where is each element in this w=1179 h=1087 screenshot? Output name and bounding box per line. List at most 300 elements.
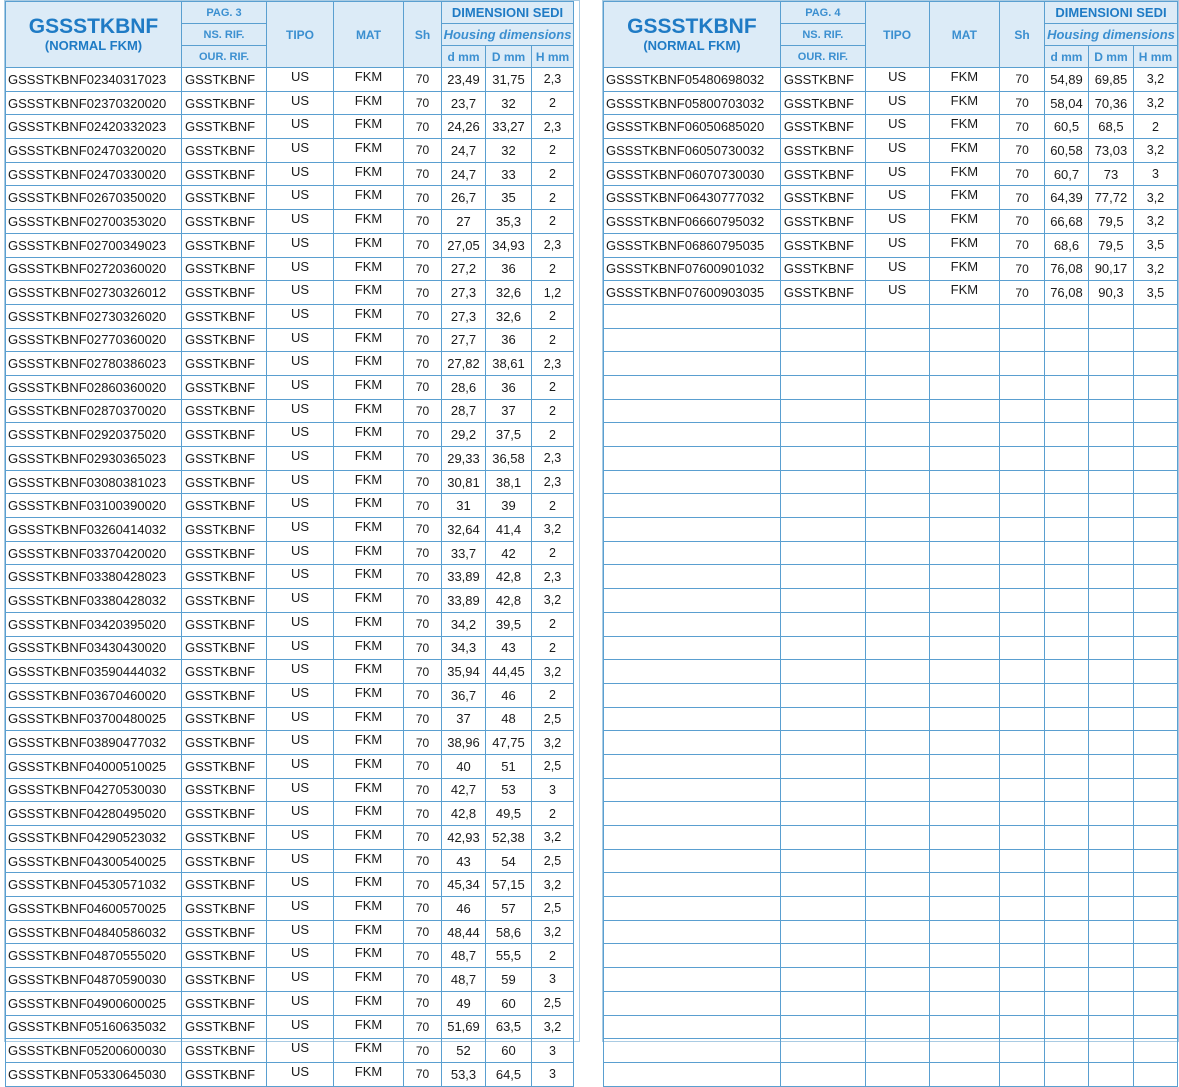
our-ref-cell: GSSTKBNF bbox=[780, 162, 865, 186]
d-mm-cell: 42,93 bbox=[442, 826, 486, 850]
table-row bbox=[604, 257, 1178, 281]
d-mm-cell: 31 bbox=[442, 494, 486, 518]
hardness-cell: 70 bbox=[404, 920, 442, 944]
material-cell: FKM bbox=[334, 612, 404, 636]
hardness-cell bbox=[1000, 447, 1045, 471]
product-code-cell: GSSSTKBNF04840586032 bbox=[6, 920, 182, 944]
D-mm-cell: 53 bbox=[486, 778, 532, 802]
product-code-cell bbox=[604, 660, 781, 684]
d-mm-cell: 29,2 bbox=[442, 423, 486, 447]
d-mm-cell: 46 bbox=[442, 897, 486, 921]
H-mm-cell: 3 bbox=[532, 1062, 574, 1086]
tipo-cell: US bbox=[267, 1062, 334, 1086]
table-body bbox=[604, 68, 1178, 1087]
d-mm-cell: 76,08 bbox=[1044, 257, 1088, 281]
hardness-cell: 70 bbox=[404, 849, 442, 873]
empty-table-row bbox=[604, 944, 1178, 968]
product-code-cell bbox=[604, 1039, 781, 1063]
hardness-cell bbox=[1000, 660, 1045, 684]
empty-table-row bbox=[604, 873, 1178, 897]
hardness-cell: 70 bbox=[1000, 281, 1045, 305]
tipo-cell bbox=[865, 352, 929, 376]
material-cell: FKM bbox=[334, 257, 404, 281]
our-ref-cell: GSSTKBNF bbox=[182, 375, 267, 399]
H-mm-cell: 3 bbox=[1133, 162, 1177, 186]
col-header-mat: MAT bbox=[334, 2, 404, 68]
D-mm-cell: 79,5 bbox=[1088, 210, 1133, 234]
D-mm-cell: 68,5 bbox=[1088, 115, 1133, 139]
hardness-cell: 70 bbox=[404, 139, 442, 163]
our-ref-cell: GSSTKBNF bbox=[182, 115, 267, 139]
d-mm-cell bbox=[1044, 1039, 1088, 1063]
tipo-cell bbox=[865, 944, 929, 968]
d-mm-cell bbox=[1044, 636, 1088, 660]
hardness-cell bbox=[1000, 873, 1045, 897]
D-mm-cell bbox=[1088, 849, 1133, 873]
tipo-cell: US bbox=[267, 968, 334, 992]
tipo-cell: US bbox=[267, 944, 334, 968]
H-mm-cell: 2,3 bbox=[532, 447, 574, 471]
d-mm-cell: 54,89 bbox=[1044, 68, 1088, 92]
D-mm-cell bbox=[1088, 589, 1133, 613]
our-ref-cell bbox=[780, 778, 865, 802]
product-code-cell bbox=[604, 754, 781, 778]
tipo-cell bbox=[865, 589, 929, 613]
H-mm-cell: 3,2 bbox=[1133, 210, 1177, 234]
product-code-cell: GSSSTKBNF03080381023 bbox=[6, 470, 182, 494]
our-ref-cell: GSSTKBNF bbox=[780, 186, 865, 210]
product-code-cell: GSSSTKBNF04280495020 bbox=[6, 802, 182, 826]
hardness-cell: 70 bbox=[404, 257, 442, 281]
product-code-cell: GSSSTKBNF03260414032 bbox=[6, 518, 182, 542]
D-mm-cell bbox=[1088, 494, 1133, 518]
hardness-cell: 70 bbox=[404, 91, 442, 115]
hardness-cell: 70 bbox=[404, 233, 442, 257]
material-cell: FKM bbox=[929, 139, 1000, 163]
tipo-cell: US bbox=[267, 636, 334, 660]
d-mm-cell: 36,7 bbox=[442, 683, 486, 707]
col-header-dimensioni-sedi: DIMENSIONI SEDI bbox=[1044, 2, 1177, 24]
H-mm-cell: 3,5 bbox=[1133, 281, 1177, 305]
hardness-cell bbox=[1000, 1015, 1045, 1039]
tipo-cell bbox=[865, 612, 929, 636]
product-code-cell: GSSSTKBNF05800703032 bbox=[604, 91, 781, 115]
H-mm-cell: 2 bbox=[532, 257, 574, 281]
D-mm-cell: 60 bbox=[486, 991, 532, 1015]
material-cell: FKM bbox=[334, 565, 404, 589]
product-code-cell: GSSSTKBNF05200600030 bbox=[6, 1039, 182, 1063]
product-code-cell: GSSSTKBNF05480698032 bbox=[604, 68, 781, 92]
D-mm-cell: 90,17 bbox=[1088, 257, 1133, 281]
product-code-cell: GSSSTKBNF03380428032 bbox=[6, 589, 182, 613]
our-ref-cell bbox=[780, 304, 865, 328]
our-ref-cell: GSSTKBNF bbox=[182, 920, 267, 944]
d-mm-cell bbox=[1044, 328, 1088, 352]
material-cell: FKM bbox=[929, 257, 1000, 281]
H-mm-cell: 2 bbox=[532, 683, 574, 707]
material-cell: FKM bbox=[334, 304, 404, 328]
d-mm-cell: 51,69 bbox=[442, 1015, 486, 1039]
H-mm-cell: 2 bbox=[532, 375, 574, 399]
product-code-cell: GSSSTKBNF02780386023 bbox=[6, 352, 182, 376]
tipo-cell bbox=[865, 423, 929, 447]
housing-dimensions-label: Housing dimensions bbox=[442, 24, 574, 46]
material-cell bbox=[929, 944, 1000, 968]
d-mm-cell: 23,49 bbox=[442, 68, 486, 92]
material-cell bbox=[929, 849, 1000, 873]
H-mm-cell: 3,2 bbox=[1133, 139, 1177, 163]
hardness-cell: 70 bbox=[404, 1015, 442, 1039]
hardness-cell bbox=[1000, 683, 1045, 707]
table-row bbox=[6, 1015, 574, 1039]
our-ref-cell: GSSTKBNF bbox=[182, 991, 267, 1015]
product-code-cell: GSSSTKBNF06050730032 bbox=[604, 139, 781, 163]
our-ref-cell bbox=[780, 897, 865, 921]
D-mm-cell bbox=[1088, 897, 1133, 921]
our-ref-cell bbox=[780, 754, 865, 778]
d-mm-cell bbox=[1044, 826, 1088, 850]
product-code-cell: GSSSTKBNF03430430020 bbox=[6, 636, 182, 660]
d-mm-cell bbox=[1044, 991, 1088, 1015]
hardness-cell: 70 bbox=[404, 826, 442, 850]
tipo-cell: US bbox=[267, 991, 334, 1015]
our-rif-label: OUR. RIF. bbox=[182, 46, 267, 68]
D-mm-cell: 34,93 bbox=[486, 233, 532, 257]
d-mm-cell: 28,7 bbox=[442, 399, 486, 423]
tipo-cell: US bbox=[267, 139, 334, 163]
material-cell bbox=[929, 470, 1000, 494]
empty-table-row bbox=[604, 352, 1178, 376]
tipo-cell: US bbox=[267, 423, 334, 447]
hardness-cell: 70 bbox=[1000, 186, 1045, 210]
hardness-cell: 70 bbox=[404, 210, 442, 234]
D-mm-cell: 58,6 bbox=[486, 920, 532, 944]
D-mm-cell: 36 bbox=[486, 328, 532, 352]
tipo-cell: US bbox=[267, 707, 334, 731]
our-ref-cell bbox=[780, 565, 865, 589]
our-ref-cell: GSSTKBNF bbox=[182, 707, 267, 731]
our-rif-label: OUR. RIF. bbox=[780, 46, 865, 68]
d-mm-cell: 27,7 bbox=[442, 328, 486, 352]
our-ref-cell bbox=[780, 423, 865, 447]
product-code-cell bbox=[604, 731, 781, 755]
H-mm-cell: 2,3 bbox=[532, 68, 574, 92]
hardness-cell: 70 bbox=[1000, 115, 1045, 139]
D-mm-cell: 32,6 bbox=[486, 281, 532, 305]
hardness-cell bbox=[1000, 968, 1045, 992]
d-mm-cell bbox=[1044, 541, 1088, 565]
our-ref-cell bbox=[780, 541, 865, 565]
D-mm-cell: 32 bbox=[486, 91, 532, 115]
d-mm-cell bbox=[1044, 304, 1088, 328]
hardness-cell bbox=[1000, 328, 1045, 352]
tipo-cell: US bbox=[267, 754, 334, 778]
our-ref-cell bbox=[780, 991, 865, 1015]
product-code-cell: GSSSTKBNF04290523032 bbox=[6, 826, 182, 850]
tipo-cell: US bbox=[865, 281, 929, 305]
D-mm-cell: 63,5 bbox=[486, 1015, 532, 1039]
H-mm-cell: 3,2 bbox=[532, 1015, 574, 1039]
product-code-cell bbox=[604, 612, 781, 636]
hardness-cell: 70 bbox=[404, 518, 442, 542]
H-mm-cell bbox=[1133, 920, 1177, 944]
hardness-cell: 70 bbox=[404, 352, 442, 376]
H-mm-cell: 2 bbox=[532, 944, 574, 968]
tipo-cell bbox=[865, 1062, 929, 1086]
D-mm-cell bbox=[1088, 944, 1133, 968]
D-mm-cell: 35 bbox=[486, 186, 532, 210]
col-header-d-mm: d mm bbox=[442, 46, 486, 68]
tipo-cell: US bbox=[267, 210, 334, 234]
H-mm-cell: 2 bbox=[532, 162, 574, 186]
our-ref-cell: GSSTKBNF bbox=[182, 873, 267, 897]
tipo-cell bbox=[865, 731, 929, 755]
material-cell bbox=[929, 1062, 1000, 1086]
product-code-cell: GSSSTKBNF06660795032 bbox=[604, 210, 781, 234]
our-ref-cell bbox=[780, 826, 865, 850]
D-mm-cell: 42,8 bbox=[486, 565, 532, 589]
product-code-cell: GSSSTKBNF02670350020 bbox=[6, 186, 182, 210]
col-header-dimensioni-sedi: DIMENSIONI SEDI bbox=[442, 2, 574, 24]
our-ref-cell: GSSTKBNF bbox=[780, 68, 865, 92]
H-mm-cell bbox=[1133, 731, 1177, 755]
col-header-D-mm: D mm bbox=[1088, 46, 1133, 68]
product-code-cell bbox=[604, 375, 781, 399]
our-ref-cell: GSSTKBNF bbox=[182, 68, 267, 92]
H-mm-cell bbox=[1133, 897, 1177, 921]
d-mm-cell: 37 bbox=[442, 707, 486, 731]
tipo-cell bbox=[865, 304, 929, 328]
D-mm-cell: 73,03 bbox=[1088, 139, 1133, 163]
hardness-cell: 70 bbox=[1000, 210, 1045, 234]
tipo-cell: US bbox=[865, 162, 929, 186]
product-code-cell: GSSSTKBNF02470330020 bbox=[6, 162, 182, 186]
table-row bbox=[6, 328, 574, 352]
table-row bbox=[6, 447, 574, 471]
material-cell: FKM bbox=[334, 991, 404, 1015]
our-ref-cell: GSSTKBNF bbox=[182, 162, 267, 186]
H-mm-cell: 3 bbox=[532, 1039, 574, 1063]
product-code-cell bbox=[604, 352, 781, 376]
H-mm-cell: 2 bbox=[532, 304, 574, 328]
ns-rif-label: NS. RIF. bbox=[182, 24, 267, 46]
our-ref-cell: GSSTKBNF bbox=[182, 470, 267, 494]
tipo-cell: US bbox=[267, 1015, 334, 1039]
tipo-cell: US bbox=[267, 802, 334, 826]
product-code-cell: GSSSTKBNF02470320020 bbox=[6, 139, 182, 163]
product-code-cell bbox=[604, 873, 781, 897]
d-mm-cell bbox=[1044, 375, 1088, 399]
d-mm-cell: 27,3 bbox=[442, 304, 486, 328]
tipo-cell bbox=[865, 849, 929, 873]
table-row bbox=[6, 589, 574, 613]
product-code-cell bbox=[604, 518, 781, 542]
tipo-cell: US bbox=[267, 257, 334, 281]
our-ref-cell bbox=[780, 731, 865, 755]
H-mm-cell: 3,2 bbox=[1133, 91, 1177, 115]
col-header-D-mm: D mm bbox=[486, 46, 532, 68]
table-row bbox=[6, 541, 574, 565]
d-mm-cell: 76,08 bbox=[1044, 281, 1088, 305]
empty-table-row bbox=[604, 612, 1178, 636]
d-mm-cell: 40 bbox=[442, 754, 486, 778]
H-mm-cell bbox=[1133, 494, 1177, 518]
product-code-cell: GSSSTKBNF02340317023 bbox=[6, 68, 182, 92]
d-mm-cell: 23,7 bbox=[442, 91, 486, 115]
d-mm-cell bbox=[1044, 447, 1088, 471]
hardness-cell bbox=[1000, 944, 1045, 968]
product-code-cell bbox=[604, 470, 781, 494]
product-code-cell bbox=[604, 849, 781, 873]
our-ref-cell: GSSTKBNF bbox=[780, 91, 865, 115]
empty-table-row bbox=[604, 683, 1178, 707]
d-mm-cell bbox=[1044, 778, 1088, 802]
our-ref-cell: GSSTKBNF bbox=[182, 281, 267, 305]
table-row bbox=[604, 210, 1178, 234]
H-mm-cell bbox=[1133, 375, 1177, 399]
tipo-cell: US bbox=[267, 186, 334, 210]
hardness-cell: 70 bbox=[404, 1062, 442, 1086]
our-ref-cell bbox=[780, 944, 865, 968]
product-code-cell: GSSSTKBNF02700353020 bbox=[6, 210, 182, 234]
tipo-cell: US bbox=[267, 541, 334, 565]
D-mm-cell: 37 bbox=[486, 399, 532, 423]
D-mm-cell: 41,4 bbox=[486, 518, 532, 542]
table-row bbox=[6, 849, 574, 873]
material-cell: FKM bbox=[334, 328, 404, 352]
D-mm-cell bbox=[1088, 660, 1133, 684]
hardness-cell: 70 bbox=[404, 754, 442, 778]
H-mm-cell bbox=[1133, 636, 1177, 660]
product-code-cell: GSSSTKBNF03890477032 bbox=[6, 731, 182, 755]
material-cell: FKM bbox=[334, 778, 404, 802]
our-ref-cell: GSSTKBNF bbox=[182, 612, 267, 636]
material-cell bbox=[929, 304, 1000, 328]
D-mm-cell: 38,1 bbox=[486, 470, 532, 494]
H-mm-cell bbox=[1133, 660, 1177, 684]
D-mm-cell bbox=[1088, 802, 1133, 826]
H-mm-cell: 3,2 bbox=[532, 731, 574, 755]
material-cell: FKM bbox=[334, 1062, 404, 1086]
product-code-cell bbox=[604, 589, 781, 613]
material-cell bbox=[929, 447, 1000, 471]
H-mm-cell: 3,2 bbox=[532, 826, 574, 850]
d-mm-cell bbox=[1044, 423, 1088, 447]
tipo-cell bbox=[865, 494, 929, 518]
D-mm-cell bbox=[1088, 1062, 1133, 1086]
empty-table-row bbox=[604, 636, 1178, 660]
D-mm-cell: 60 bbox=[486, 1039, 532, 1063]
table-title: GSSSTKBNF bbox=[627, 15, 757, 38]
material-cell: FKM bbox=[334, 186, 404, 210]
product-code-cell: GSSSTKBNF03590444032 bbox=[6, 660, 182, 684]
our-ref-cell bbox=[780, 518, 865, 542]
table-title-cell bbox=[604, 2, 781, 68]
d-mm-cell bbox=[1044, 565, 1088, 589]
H-mm-cell bbox=[1133, 399, 1177, 423]
our-ref-cell: GSSTKBNF bbox=[182, 968, 267, 992]
d-mm-cell bbox=[1044, 1015, 1088, 1039]
product-code-cell: GSSSTKBNF02720360020 bbox=[6, 257, 182, 281]
tipo-cell bbox=[865, 375, 929, 399]
H-mm-cell bbox=[1133, 778, 1177, 802]
H-mm-cell: 2 bbox=[532, 328, 574, 352]
product-code-cell: GSSSTKBNF03670460020 bbox=[6, 683, 182, 707]
tipo-cell: US bbox=[267, 68, 334, 92]
page-number: PAG. 3 bbox=[182, 2, 267, 24]
d-mm-cell bbox=[1044, 352, 1088, 376]
table-row bbox=[6, 802, 574, 826]
tipo-cell bbox=[865, 991, 929, 1015]
D-mm-cell bbox=[1088, 683, 1133, 707]
H-mm-cell: 2 bbox=[532, 210, 574, 234]
H-mm-cell: 2,5 bbox=[532, 849, 574, 873]
tipo-cell: US bbox=[267, 897, 334, 921]
H-mm-cell: 2,3 bbox=[532, 470, 574, 494]
H-mm-cell bbox=[1133, 470, 1177, 494]
H-mm-cell: 2 bbox=[1133, 115, 1177, 139]
tipo-cell: US bbox=[267, 162, 334, 186]
D-mm-cell: 79,5 bbox=[1088, 233, 1133, 257]
H-mm-cell bbox=[1133, 683, 1177, 707]
H-mm-cell: 2 bbox=[532, 612, 574, 636]
material-cell bbox=[929, 541, 1000, 565]
hardness-cell bbox=[1000, 304, 1045, 328]
product-code-cell bbox=[604, 826, 781, 850]
table-row bbox=[6, 139, 574, 163]
our-ref-cell: GSSTKBNF bbox=[182, 731, 267, 755]
hardness-cell: 70 bbox=[404, 968, 442, 992]
hardness-cell bbox=[1000, 991, 1045, 1015]
H-mm-cell: 3,2 bbox=[532, 660, 574, 684]
product-code-cell: GSSSTKBNF06430777032 bbox=[604, 186, 781, 210]
our-ref-cell bbox=[780, 470, 865, 494]
material-cell: FKM bbox=[334, 518, 404, 542]
our-ref-cell: GSSTKBNF bbox=[182, 589, 267, 613]
product-code-cell: GSSSTKBNF04000510025 bbox=[6, 754, 182, 778]
our-ref-cell: GSSTKBNF bbox=[780, 233, 865, 257]
our-ref-cell: GSSTKBNF bbox=[182, 257, 267, 281]
table-row bbox=[6, 281, 574, 305]
hardness-cell: 70 bbox=[1000, 139, 1045, 163]
D-mm-cell: 33 bbox=[486, 162, 532, 186]
tipo-cell: US bbox=[267, 920, 334, 944]
H-mm-cell bbox=[1133, 991, 1177, 1015]
empty-table-row bbox=[604, 849, 1178, 873]
material-cell bbox=[929, 565, 1000, 589]
hardness-cell: 70 bbox=[1000, 68, 1045, 92]
tipo-cell: US bbox=[267, 494, 334, 518]
H-mm-cell bbox=[1133, 447, 1177, 471]
ns-rif-label: NS. RIF. bbox=[780, 24, 865, 46]
H-mm-cell: 3,2 bbox=[1133, 68, 1177, 92]
product-code-cell bbox=[604, 802, 781, 826]
d-mm-cell: 42,7 bbox=[442, 778, 486, 802]
H-mm-cell: 2,5 bbox=[532, 754, 574, 778]
table-subtitle: (NORMAL FKM) bbox=[643, 38, 741, 53]
D-mm-cell: 32 bbox=[486, 139, 532, 163]
hardness-cell bbox=[1000, 731, 1045, 755]
material-cell: FKM bbox=[334, 873, 404, 897]
d-mm-cell: 33,7 bbox=[442, 541, 486, 565]
material-cell bbox=[929, 660, 1000, 684]
tipo-cell: US bbox=[865, 91, 929, 115]
product-code-cell bbox=[604, 707, 781, 731]
product-code-cell bbox=[604, 991, 781, 1015]
d-mm-cell bbox=[1044, 1062, 1088, 1086]
H-mm-cell: 2 bbox=[532, 399, 574, 423]
hardness-cell: 70 bbox=[404, 660, 442, 684]
